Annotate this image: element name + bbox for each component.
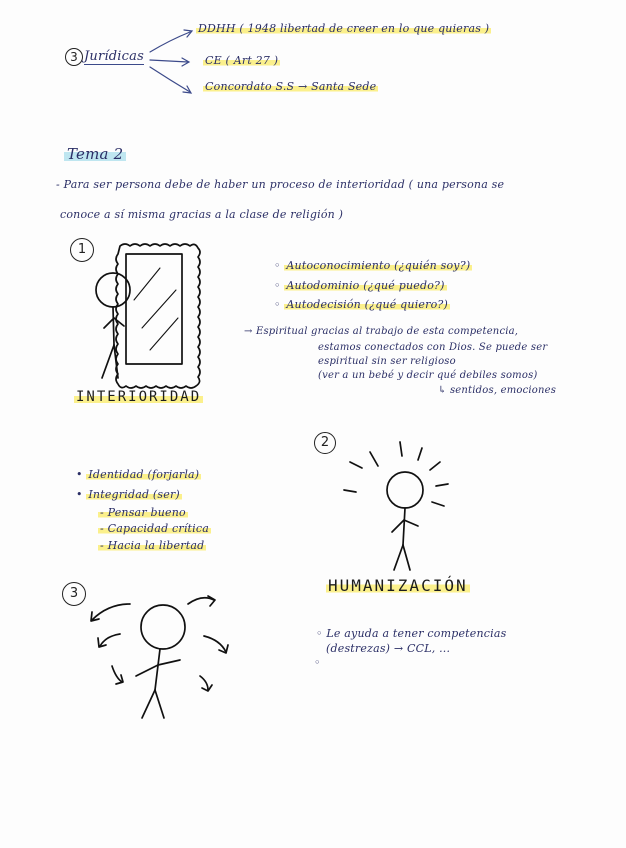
trailing-bullet: ◦ <box>314 656 321 669</box>
notebook-page: 3 Jurídicas DDHH ( 1948 libertad de creer en lo que quieras ) CE ( Art 27 ) Concordato S.S → Santa Sede Tema 2 - Para ser persona debe de haber un proceso de interioridad ( una persona se conoce a sí misma gracias a la clase de religión ) 1 ◦ Autoconocimiento (¿quién soy?) ◦ Autodominio (¿qué puedo?) ◦ Autodecisión (¿qué quiero?) → Espiritual gracias al trabajo de esta competencia, estamos conectados con Dios. Se puede ser espiritual sin ser religioso (ver a un bebé y decir qué debiles somos) ↳ sentidos, emociones INTERIORIDAD 2 • Identidad (forjarla) • Integridad (ser) - Pensar bueno - Capacidad crítica - Hacia la libertad HUMANIZACIÓN ◦ Le ayuda a tener competencias (destrezas) → CCL, ... ◦ 3 <box>0 0 626 848</box>
section-number: 3 <box>65 48 83 66</box>
branch-arrows <box>150 30 192 93</box>
intro-line-2: conoce a sí misma gracias a la clase de religión ) <box>60 208 344 221</box>
arrows-person-drawing <box>91 596 228 718</box>
bullet-autodecision: Autodecisión (¿qué quiero?) <box>286 298 449 311</box>
espiritual-note-5: ↳ sentidos, emociones <box>438 385 557 396</box>
interioridad-heading: INTERIORIDAD <box>76 389 202 405</box>
sub-capacidad-critica: - Capacidad crítica <box>100 522 209 535</box>
espiritual-note-2: estamos conectados con Dios. Se puede ser <box>318 342 548 353</box>
figure3-number: 3 <box>62 582 86 606</box>
humanizacion-heading: HUMANIZACIÓN <box>328 576 468 595</box>
espiritual-note-1: → Espiritual gracias al trabajo de esta competencia, <box>244 326 519 337</box>
interioridad-number: 1 <box>70 238 94 262</box>
competencias-note-2: (destrezas) → CCL, ... <box>326 642 451 655</box>
bullet-identidad: Identidad (forjarla) <box>88 468 200 481</box>
espiritual-note-4: (ver a un bebé y decir qué debiles somos) <box>318 370 538 381</box>
mirror-drawing <box>96 244 200 388</box>
intro-line-1: - Para ser persona debe de haber un proceso de interioridad ( una persona se <box>56 178 505 191</box>
tema-title: Tema 2 <box>64 145 126 163</box>
radiant-person-drawing <box>344 442 448 570</box>
competencias-note-1: Le ayuda a tener competencias <box>326 627 507 640</box>
branch-ddhh: DDHH ( 1948 libertad de creer en lo que quieras ) <box>198 22 490 35</box>
sub-libertad: - Hacia la libertad <box>100 539 205 552</box>
bullet-autoconocimiento: Autoconocimiento (¿quién soy?) <box>286 259 471 272</box>
sub-pensar: - Pensar bueno <box>100 506 186 519</box>
espiritual-note-3: espiritual sin ser religioso <box>318 356 456 367</box>
branch-ce: CE ( Art 27 ) <box>205 54 279 67</box>
humanizacion-number: 2 <box>314 432 336 454</box>
section-label: Jurídicas <box>84 49 144 64</box>
bullet-integridad: Integridad (ser) <box>88 488 180 501</box>
branch-concordato: Concordato S.S → Santa Sede <box>205 80 377 93</box>
bullet-autodominio: Autodominio (¿qué puedo?) <box>286 279 445 292</box>
